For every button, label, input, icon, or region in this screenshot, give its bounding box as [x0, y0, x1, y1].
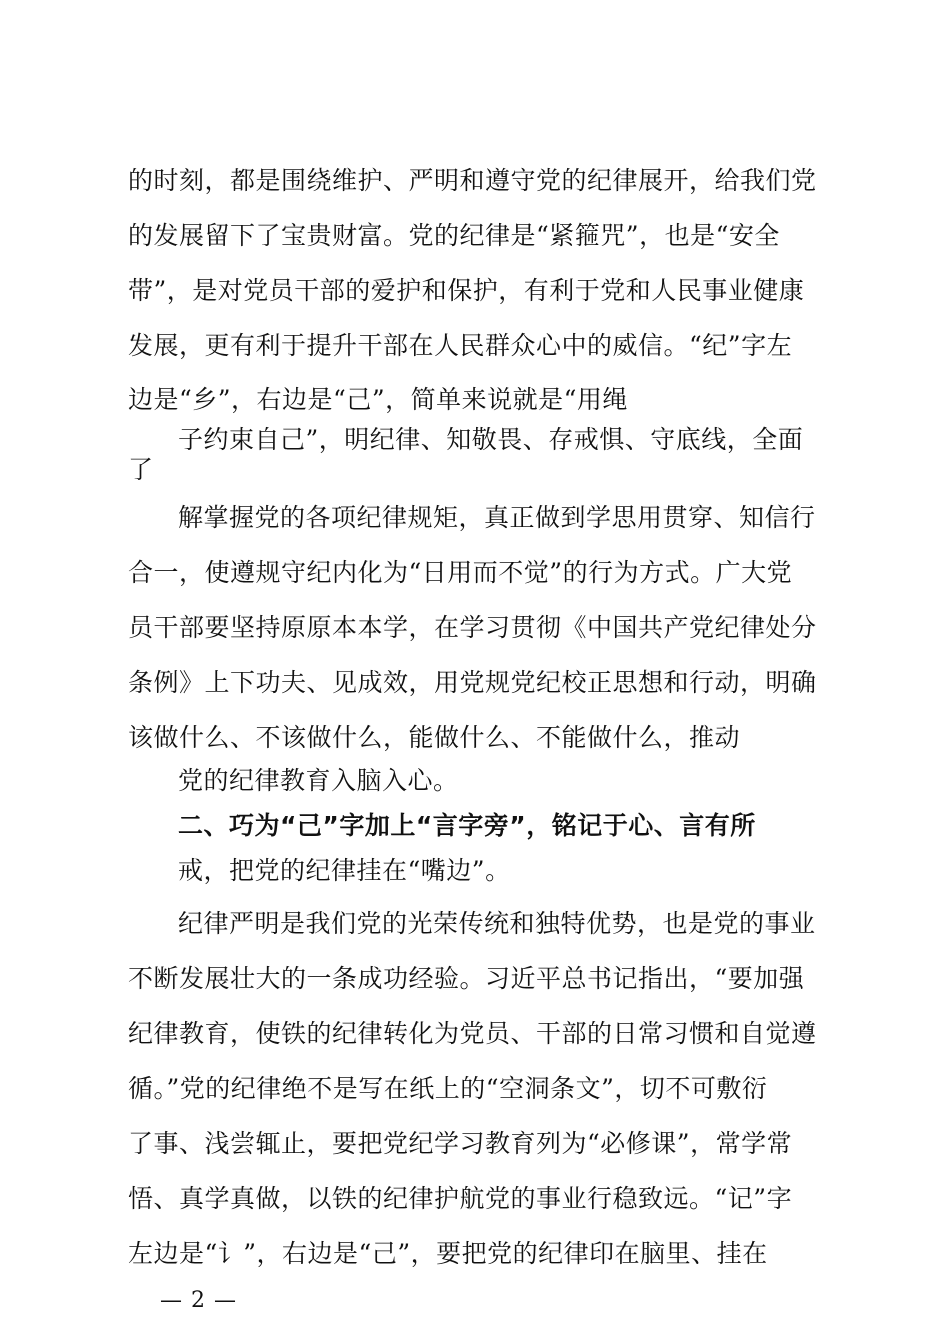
body-text-line: 纪律教育，使铁的纪律转化为党员、干部的日常习惯和自觉遵 — [128, 1019, 817, 1048]
body-text-line: 合一，使遵规守纪内化为“日用而不觉”的行为方式。广大党 — [128, 558, 793, 587]
body-text-line: 带”，是对党员干部的爱护和保护，有利于党和人民事业健康 — [128, 276, 805, 305]
body-text-line: 左边是“讠”，右边是“己”，要把党的纪律印在脑里、挂在 — [128, 1239, 768, 1268]
section-heading-line: 二、巧为“己”字加上“言字旁”，铭记于心、言有所 — [178, 811, 756, 840]
body-text-line: 悟、真学真做，以铁的纪律护航党的事业行稳致远。“记”字 — [128, 1184, 793, 1213]
body-text-line: 了事、浅尝辄止，要把党纪学习教育列为“必修课”，常学常 — [128, 1129, 793, 1158]
body-text-line: 边是“乡”，右边是“己”，简单来说就是“用绳 — [128, 385, 628, 414]
body-text-line: 党的纪律教育入脑入心。 — [178, 766, 459, 795]
body-text-line: 解掌握党的各项纪律规矩，真正做到学思用贯穿、知信行 — [178, 503, 816, 532]
body-text-line: 不断发展壮大的一条成功经验。习近平总书记指出，“要加强 — [128, 964, 805, 993]
body-text-line: 了 — [128, 455, 154, 484]
body-text-line: 员干部要坚持原原本本学，在学习贯彻《中国共产党纪律处分 — [128, 613, 817, 642]
body-text-line: 的发展留下了宝贵财富。党的纪律是“紧箍咒”，也是“安全 — [128, 221, 780, 250]
body-text-line: 子约束自己”，明纪律、知敬畏、存戒惧、守底线，全面 — [178, 425, 804, 454]
body-text-line: 纪律严明是我们党的光荣传统和独特优势，也是党的事业 — [178, 909, 816, 938]
body-text-line: 条例》上下功夫、见成效，用党规党纪校正思想和行动，明确 — [128, 668, 817, 697]
section-heading-continuation: 戒，把党的纪律挂在“嘴边”。 — [178, 856, 511, 885]
body-text-line: 循。”党的纪律绝不是写在纸上的“空洞条文”，切不可敷衍 — [128, 1074, 768, 1103]
body-text-line: 发展，更有利于提升干部在人民群众心中的威信。“纪”字左 — [128, 331, 793, 360]
body-text-line: 的时刻，都是围绕维护、严明和遵守党的纪律展开，给我们党 — [128, 166, 817, 195]
page-number: — 2 — — [160, 1288, 237, 1313]
body-text-line: 该做什么、不该做什么，能做什么、不能做什么，推动 — [128, 723, 741, 752]
